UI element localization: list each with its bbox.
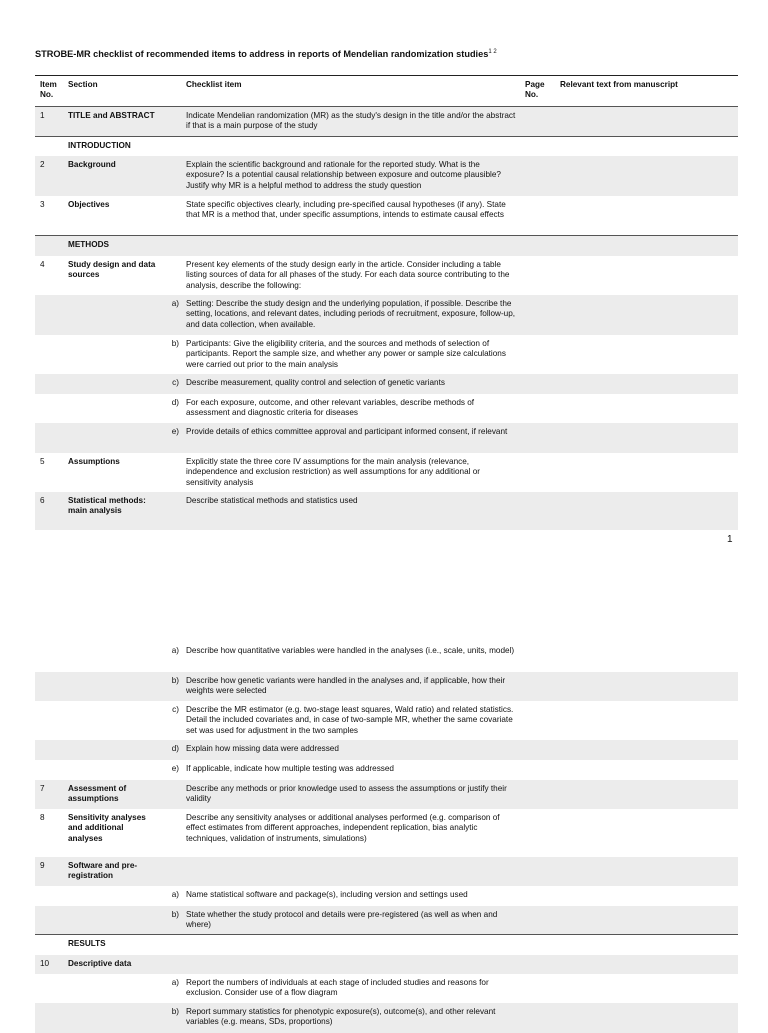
relevant-text-cell xyxy=(560,701,738,740)
header-checklist-item: Checklist item xyxy=(186,80,242,89)
section-label xyxy=(68,394,156,423)
section-label: Sensitivity analyses and additional analyses xyxy=(68,813,146,843)
section-label xyxy=(68,423,156,453)
section-label xyxy=(68,295,156,335)
checklist-item-text: Report summary statistics for phenotypic exposure(s), outcome(s), and other relevant variables (e.g. means, SDs, proportions) xyxy=(186,1007,496,1027)
relevant-text-cell xyxy=(560,809,738,857)
sub-item-label xyxy=(156,107,186,136)
item-number xyxy=(35,374,68,394)
item-number xyxy=(35,906,68,934)
relevant-text-cell xyxy=(560,642,738,672)
page-no-cell xyxy=(525,760,560,780)
relevant-text-cell xyxy=(560,955,738,974)
checklist-item-text: Report the numbers of individuals at each stage of included studies and reasons for exclusion. Consider use of a flow diagram xyxy=(186,978,489,998)
sub-item-label xyxy=(156,453,186,492)
checklist-item-text: Indicate Mendelian randomization (MR) as the study's design in the title and/or the abstract if that is a main purpose of the study xyxy=(186,111,516,131)
page-no-cell xyxy=(525,107,560,136)
checklist-item-text: Name statistical software and package(s), including version and settings used xyxy=(186,890,468,899)
table-row xyxy=(35,335,738,374)
sub-item-label: e) xyxy=(171,764,179,773)
item-number xyxy=(35,935,68,955)
section-label xyxy=(68,974,156,1003)
page-no-cell xyxy=(525,156,560,196)
header-relevant-text: Relevant text from manuscript xyxy=(560,80,678,89)
relevant-text-cell xyxy=(560,935,738,955)
item-number: 3 xyxy=(40,200,45,209)
sub-item-label: a) xyxy=(171,646,179,655)
checklist-table-page-2 xyxy=(35,642,738,1033)
section-label xyxy=(68,374,156,394)
sub-item-label: b) xyxy=(171,910,179,919)
checklist-item-text xyxy=(186,857,525,886)
checklist-item-text: State whether the study protocol and details were pre-registered (as well as when and where) xyxy=(186,910,498,930)
checklist-item-text xyxy=(186,137,525,156)
page-no-cell xyxy=(525,906,560,934)
relevant-text-cell xyxy=(560,1003,738,1033)
item-number xyxy=(35,740,68,760)
document-title xyxy=(35,47,735,59)
sub-item-label xyxy=(156,857,186,886)
checklist-item-text: Explain the scientific background and rationale for the reported study. What is the exposure? Is a potential causal relationship between exposure and outcome plausible? Justify why MR is a helpful method to address the study question xyxy=(186,160,501,190)
table-row xyxy=(35,672,738,701)
relevant-text-cell xyxy=(560,974,738,1003)
relevant-text-cell xyxy=(560,196,738,235)
page-no-cell xyxy=(525,740,560,760)
section-label xyxy=(68,642,156,672)
item-number xyxy=(35,672,68,701)
item-number xyxy=(35,701,68,740)
relevant-text-cell xyxy=(560,335,738,374)
table-row xyxy=(35,701,738,740)
relevant-text-cell xyxy=(560,256,738,295)
item-number: 2 xyxy=(40,160,45,169)
relevant-text-cell xyxy=(560,760,738,780)
sub-item-label xyxy=(156,137,186,156)
section-label: Statistical methods: main analysis xyxy=(68,496,146,516)
checklist-item-text: For each exposure, outcome, and other relevant variables, describe methods of assessment and diagnostic criteria for diseases xyxy=(186,398,475,418)
section-label: TITLE and ABSTRACT xyxy=(68,111,155,120)
sub-item-label xyxy=(156,196,186,235)
relevant-text-cell xyxy=(560,236,738,256)
checklist-item-text: Provide details of ethics committee approval and participant informed consent, if relevant xyxy=(186,427,508,436)
page-no-cell xyxy=(525,955,560,974)
item-number xyxy=(35,295,68,335)
relevant-text-cell xyxy=(560,374,738,394)
section-label xyxy=(68,672,156,701)
sub-item-label xyxy=(156,955,186,974)
header-item-no: Item No. xyxy=(40,80,57,100)
page-no-cell xyxy=(525,256,560,295)
page-no-cell xyxy=(525,236,560,256)
table-row xyxy=(35,107,738,137)
table-row xyxy=(35,780,738,809)
section-label xyxy=(68,760,156,780)
sub-item-label xyxy=(156,935,186,955)
page-number: 1 xyxy=(727,534,733,545)
relevant-text-cell xyxy=(560,423,738,453)
item-number: 6 xyxy=(40,496,45,505)
table-row xyxy=(35,453,738,492)
page-no-cell xyxy=(525,295,560,335)
checklist-item-text: Describe how quantitative variables were handled in the analyses (i.e., scale, units, model) xyxy=(186,646,515,655)
checklist-item-text: Describe statistical methods and statistics used xyxy=(186,496,358,505)
item-number xyxy=(35,394,68,423)
table-row xyxy=(35,955,738,974)
table-row xyxy=(35,256,738,295)
item-number xyxy=(35,642,68,672)
section-label: RESULTS xyxy=(68,939,106,948)
relevant-text-cell xyxy=(560,156,738,196)
checklist-item-text: Present key elements of the study design early in the article. Consider including a table listing sources of data for all phases of the study. For each data source contributing to the analysis, describe the following: xyxy=(186,260,510,290)
table-body-page-1 xyxy=(35,107,738,530)
relevant-text-cell xyxy=(560,295,738,335)
header-sub-spacer xyxy=(156,76,186,106)
page-no-cell xyxy=(525,196,560,235)
item-number: 9 xyxy=(40,861,45,870)
table-row xyxy=(35,196,738,236)
item-number: 5 xyxy=(40,457,45,466)
checklist-item-text: Participants: Give the eligibility criteria, and the sources and methods of selection of participants. Report the sample size, and whether any power or sample size calculations were carried out prior to the main analysis xyxy=(186,339,506,369)
section-label: Descriptive data xyxy=(68,959,132,968)
section-label xyxy=(68,701,156,740)
page-no-cell xyxy=(525,974,560,1003)
relevant-text-cell xyxy=(560,672,738,701)
section-label xyxy=(68,886,156,906)
sub-item-label: b) xyxy=(171,339,179,348)
section-label: Software and pre-registration xyxy=(68,861,138,881)
table-row xyxy=(35,295,738,335)
relevant-text-cell xyxy=(560,740,738,760)
item-number xyxy=(35,335,68,374)
table-row xyxy=(35,423,738,453)
sub-item-label xyxy=(156,780,186,809)
section-label xyxy=(68,906,156,934)
relevant-text-cell xyxy=(560,453,738,492)
sub-item-label xyxy=(156,492,186,530)
sub-item-label xyxy=(156,156,186,196)
sub-item-label: b) xyxy=(171,676,179,685)
item-number xyxy=(35,423,68,453)
checklist-item-text: If applicable, indicate how multiple testing was addressed xyxy=(186,764,394,773)
section-label: INTRODUCTION xyxy=(68,141,131,150)
relevant-text-cell xyxy=(560,780,738,809)
section-label: Objectives xyxy=(68,200,110,209)
checklist-item-text: Describe how genetic variants were handled in the analyses and, if applicable, how their weights were selected xyxy=(186,676,506,696)
table-row xyxy=(35,974,738,1003)
checklist-item-text xyxy=(186,236,525,256)
section-label xyxy=(68,335,156,374)
table-row xyxy=(35,236,738,256)
page-no-cell xyxy=(525,886,560,906)
checklist-item-text: Setting: Describe the study design and the underlying population, if possible. Describe the setting, locations, and relevant dates, including periods of recruitment, exposure, follow-up, and data collection, when available. xyxy=(186,299,516,329)
page-no-cell xyxy=(525,1003,560,1033)
table-row xyxy=(35,906,738,935)
table-row xyxy=(35,886,738,906)
item-number: 8 xyxy=(40,813,45,822)
header-page-no: Page No. xyxy=(525,80,545,100)
checklist-item-text: Describe measurement, quality control and selection of genetic variants xyxy=(186,378,445,387)
sub-item-label: a) xyxy=(171,978,179,987)
table-row xyxy=(35,809,738,857)
sub-item-label: c) xyxy=(172,378,179,387)
relevant-text-cell xyxy=(560,906,738,934)
page-no-cell xyxy=(525,453,560,492)
section-label: METHODS xyxy=(68,240,109,249)
table-body-page-2 xyxy=(35,642,738,1033)
checklist-item-text: Explain how missing data were addressed xyxy=(186,744,339,753)
item-number xyxy=(35,137,68,156)
sub-item-label xyxy=(156,236,186,256)
item-number: 10 xyxy=(40,959,50,968)
document-title-text: STROBE-MR checklist of recommended items to address in reports of Mendelian randomization studies xyxy=(35,49,489,59)
table-row xyxy=(35,394,738,423)
item-number xyxy=(35,760,68,780)
item-number: 4 xyxy=(40,260,45,269)
page-no-cell xyxy=(525,935,560,955)
relevant-text-cell xyxy=(560,107,738,136)
page-no-cell xyxy=(525,492,560,530)
item-number: 1 xyxy=(40,111,45,120)
checklist-item-text: Describe the MR estimator (e.g. two-stage least squares, Wald ratio) and related statistics. Detail the included covariates and, in case of two-sample MR, whether the same covariate set was used for adjustment in the two samples xyxy=(186,705,514,735)
sub-item-label: a) xyxy=(171,890,179,899)
checklist-item-text xyxy=(186,935,525,955)
relevant-text-cell xyxy=(560,886,738,906)
table-row xyxy=(35,156,738,196)
item-number xyxy=(35,974,68,1003)
checklist-item-text: Describe any methods or prior knowledge used to assess the assumptions or justify their validity xyxy=(186,784,507,804)
relevant-text-cell xyxy=(560,857,738,886)
section-label xyxy=(68,1003,156,1033)
page-no-cell xyxy=(525,780,560,809)
table-row xyxy=(35,760,738,780)
relevant-text-cell xyxy=(560,492,738,530)
title-references: 1 2 xyxy=(488,49,497,55)
sub-item-label: e) xyxy=(171,427,179,436)
sub-item-label xyxy=(156,809,186,857)
checklist-item-text: State specific objectives clearly, including pre-specified causal hypotheses (if any). State that MR is a method that, under specific assumptions, intends to estimate causal effects xyxy=(186,200,506,220)
page-no-cell xyxy=(525,809,560,857)
sub-item-label xyxy=(156,256,186,295)
table-row xyxy=(35,935,738,955)
page-no-cell xyxy=(525,394,560,423)
sub-item-label: d) xyxy=(171,398,179,407)
table-row xyxy=(35,137,738,156)
item-number xyxy=(35,886,68,906)
section-label: Study design and data sources xyxy=(68,260,156,280)
sub-item-label: a) xyxy=(171,299,179,308)
sub-item-label: c) xyxy=(172,705,179,714)
table-row xyxy=(35,642,738,672)
item-number xyxy=(35,236,68,256)
item-number xyxy=(35,1003,68,1033)
checklist-item-text xyxy=(186,955,525,974)
page-no-cell xyxy=(525,857,560,886)
checklist-table-page-1 xyxy=(35,75,738,530)
table-row xyxy=(35,1003,738,1033)
header-section: Section xyxy=(68,80,98,89)
section-label: Assumptions xyxy=(68,457,120,466)
table-header-row xyxy=(35,76,738,107)
table-row xyxy=(35,374,738,394)
page-no-cell xyxy=(525,672,560,701)
page-no-cell xyxy=(525,335,560,374)
section-label: Background xyxy=(68,160,116,169)
sub-item-label: b) xyxy=(171,1007,179,1016)
sub-item-label: d) xyxy=(171,744,179,753)
table-row xyxy=(35,492,738,530)
page-no-cell xyxy=(525,374,560,394)
page-no-cell xyxy=(525,137,560,156)
checklist-item-text: Explicitly state the three core IV assumptions for the main analysis (relevance, independence and exclusion restriction) as well assumptions for any additional or sensitivity analysis xyxy=(186,457,481,487)
section-label xyxy=(68,740,156,760)
table-row xyxy=(35,740,738,760)
relevant-text-cell xyxy=(560,394,738,423)
page-no-cell xyxy=(525,423,560,453)
page-no-cell xyxy=(525,701,560,740)
relevant-text-cell xyxy=(560,137,738,156)
item-number: 7 xyxy=(40,784,45,793)
page-no-cell xyxy=(525,642,560,672)
section-label: Assessment of assumptions xyxy=(68,784,127,804)
checklist-item-text: Describe any sensitivity analyses or additional analyses performed (e.g. comparison of effect estimates from different approaches, independent replication, bias analytic techniques, validation of instruments, simulations) xyxy=(186,813,500,843)
table-row xyxy=(35,857,738,886)
